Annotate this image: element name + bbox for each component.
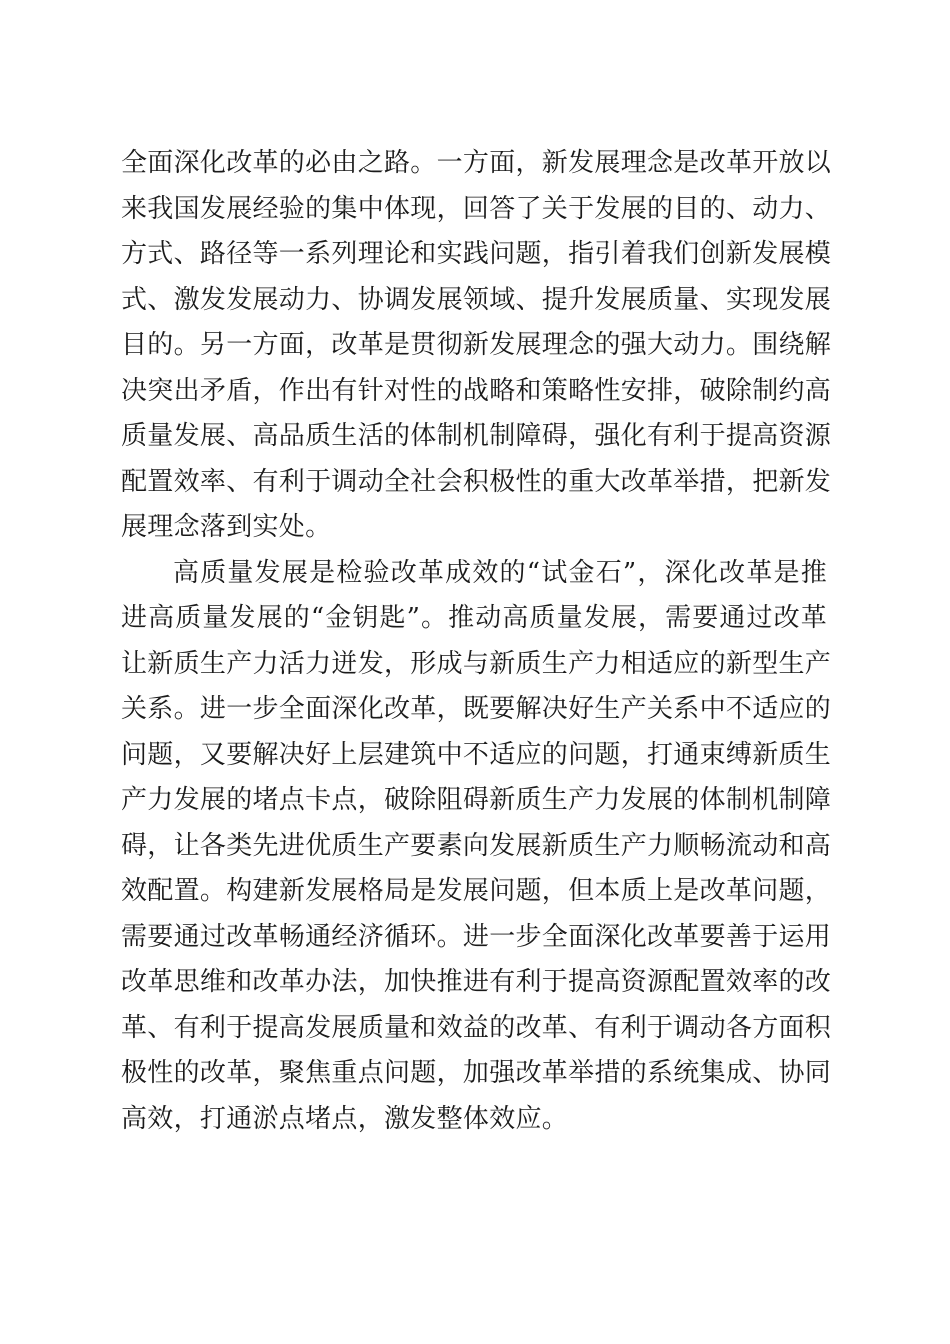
text-line: 方式、路径等一系列理论和实践问题，指引着我们创新发展模	[121, 239, 832, 269]
text-line: 需要通过改革畅通经济循环。进一步全面深化改革要善于运用	[121, 921, 832, 952]
text-line: 问题，又要解决好上层建筑中不适应的问题，打通束缚新质生	[121, 739, 832, 770]
body-text	[121, 141, 832, 1142]
text-line: 改革思维和改革办法，加快推进有利于提高资源配置效率的改	[121, 967, 832, 997]
paragraph-1	[121, 141, 832, 551]
text-line: 产力发展的堵点卡点，破除阻碍新质生产力发展的体制机制障	[121, 785, 832, 815]
text-line: 让新质生产力活力迸发，形成与新质生产力相适应的新型生产	[121, 648, 832, 679]
text-line: 式、激发发展动力、协调发展领域、提升发展质量、实现发展	[121, 284, 832, 315]
text-line: 进高质量发展的“金钥匙”。推动高质量发展，需要通过改革	[121, 603, 827, 633]
text-line: 关系。进一步全面深化改革，既要解决好生产关系中不适应的	[121, 694, 832, 724]
text-line: 来我国发展经验的集中体现，回答了关于发展的目的、动力、	[121, 193, 832, 224]
text-line: 效配置。构建新发展格局是发展问题，但本质上是改革问题，	[121, 876, 832, 906]
text-line: 高效，打通淤点堵点，激发整体效应。	[121, 1103, 569, 1134]
text-line: 配置效率、有利于调动全社会积极性的重大改革举措，把新发	[121, 466, 832, 497]
text-line: 革、有利于提高发展质量和效益的改革、有利于调动各方面积	[121, 1012, 832, 1043]
text-line: 目的。另一方面，改革是贯彻新发展理念的强大动力。围绕解	[121, 330, 832, 360]
text-line: 高质量发展是检验改革成效的“试金石”，深化改革是推	[173, 557, 827, 588]
text-line: 展理念落到实处。	[121, 512, 332, 542]
paragraph-2	[121, 551, 832, 1143]
text-line: 质量发展、高品质生活的体制机制障碍，强化有利于提高资源	[121, 421, 832, 451]
text-line: 决突出矛盾，作出有针对性的战略和策略性安排，破除制约高	[121, 375, 832, 406]
text-line: 全面深化改革的必由之路。一方面，新发展理念是改革开放以	[121, 148, 832, 178]
text-line: 碍，让各类先进优质生产要素向发展新质生产力顺畅流动和高	[121, 830, 832, 861]
text-line: 极性的改革，聚焦重点问题，加强改革举措的系统集成、协同	[121, 1058, 832, 1088]
